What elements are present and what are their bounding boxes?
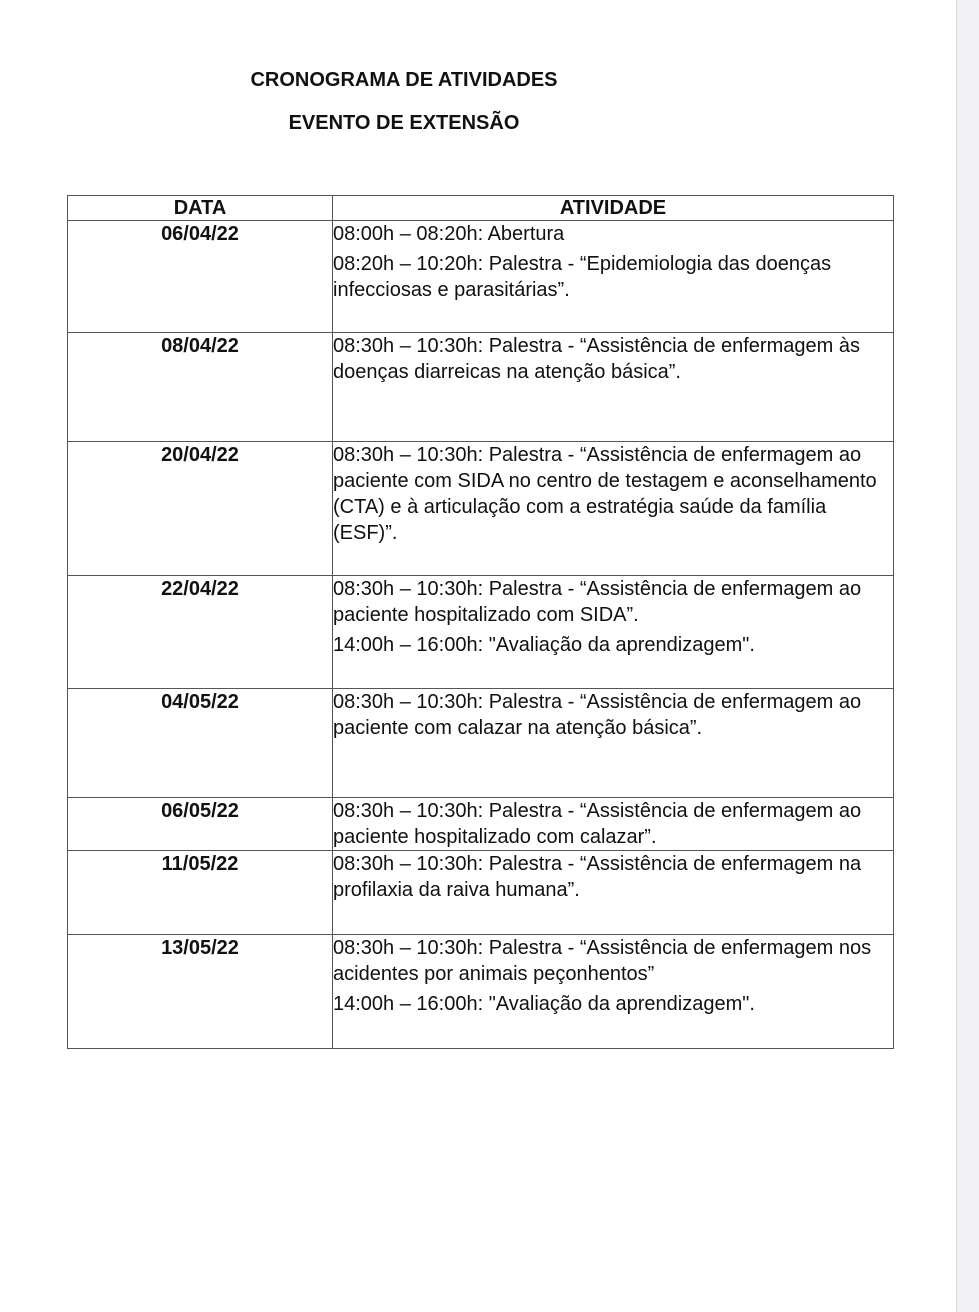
row-date: 22/04/22 <box>68 576 333 689</box>
header-date: DATA <box>68 196 333 221</box>
activity-line: 08:30h – 10:30h: Palestra - “Assistência de enfermagem ao paciente hospitalizado com SIDA”. <box>333 578 862 626</box>
table-row <box>68 689 894 798</box>
activity-line: 08:30h – 10:30h: Palestra - “Assistência de enfermagem na profilaxia da raiva humana”. <box>333 853 862 901</box>
row-date: 13/05/22 <box>68 935 333 1049</box>
row-activity <box>333 221 894 333</box>
row-date: 08/04/22 <box>68 333 333 442</box>
row-date: 06/04/22 <box>68 221 333 333</box>
row-activity <box>333 333 894 442</box>
row-activity <box>333 935 894 1049</box>
activity-line: 08:30h – 10:30h: Palestra - “Assistência de enfermagem nos acidentes por animais peçonhentos” <box>333 937 872 985</box>
table-header-row <box>68 196 894 221</box>
table-row <box>68 221 894 333</box>
row-date: 20/04/22 <box>68 442 333 576</box>
table-row <box>68 333 894 442</box>
activity-line: 08:30h – 10:30h: Palestra - “Assistência de enfermagem ao paciente com SIDA no centro de testagem e aconselhamento (CTA) e à articulação com a estratégia saúde da família (ESF)”. <box>333 444 877 544</box>
activity-line: 14:00h – 16:00h: "Avaliação da aprendizagem". <box>333 993 755 1015</box>
activity-line: 08:30h – 10:30h: Palestra - “Assistência de enfermagem ao paciente com calazar na atenção básica”. <box>333 691 862 739</box>
row-date: 06/05/22 <box>68 798 333 851</box>
row-activity <box>333 442 894 576</box>
activity-line: 08:30h – 10:30h: Palestra - “Assistência de enfermagem ao paciente hospitalizado com calazar”. <box>333 800 862 848</box>
page-edge-strip <box>956 0 979 1312</box>
table-row <box>68 935 894 1049</box>
activity-line: 14:00h – 16:00h: "Avaliação da aprendizagem". <box>333 634 755 656</box>
activity-line: 08:30h – 10:30h: Palestra - “Assistência de enfermagem às doenças diarreicas na atenção básica”. <box>333 335 860 383</box>
table-row <box>68 442 894 576</box>
activity-line: 08:20h – 10:20h: Palestra - “Epidemiologia das doenças infecciosas e parasitárias”. <box>333 253 832 301</box>
row-date: 11/05/22 <box>68 851 333 935</box>
row-activity <box>333 798 894 851</box>
table-row <box>68 851 894 935</box>
table-row <box>68 798 894 851</box>
activity-line: 08:00h – 08:20h: Abertura <box>333 223 565 245</box>
row-activity <box>333 851 894 935</box>
table-row <box>68 576 894 689</box>
row-activity <box>333 689 894 798</box>
document-subtitle: EVENTO DE EXTENSÃO <box>288 112 520 134</box>
schedule-table <box>67 195 894 1049</box>
document-title: CRONOGRAMA DE ATIVIDADES <box>250 69 558 91</box>
row-date: 04/05/22 <box>68 689 333 798</box>
row-activity <box>333 576 894 689</box>
header-activity: ATIVIDADE <box>333 196 894 221</box>
